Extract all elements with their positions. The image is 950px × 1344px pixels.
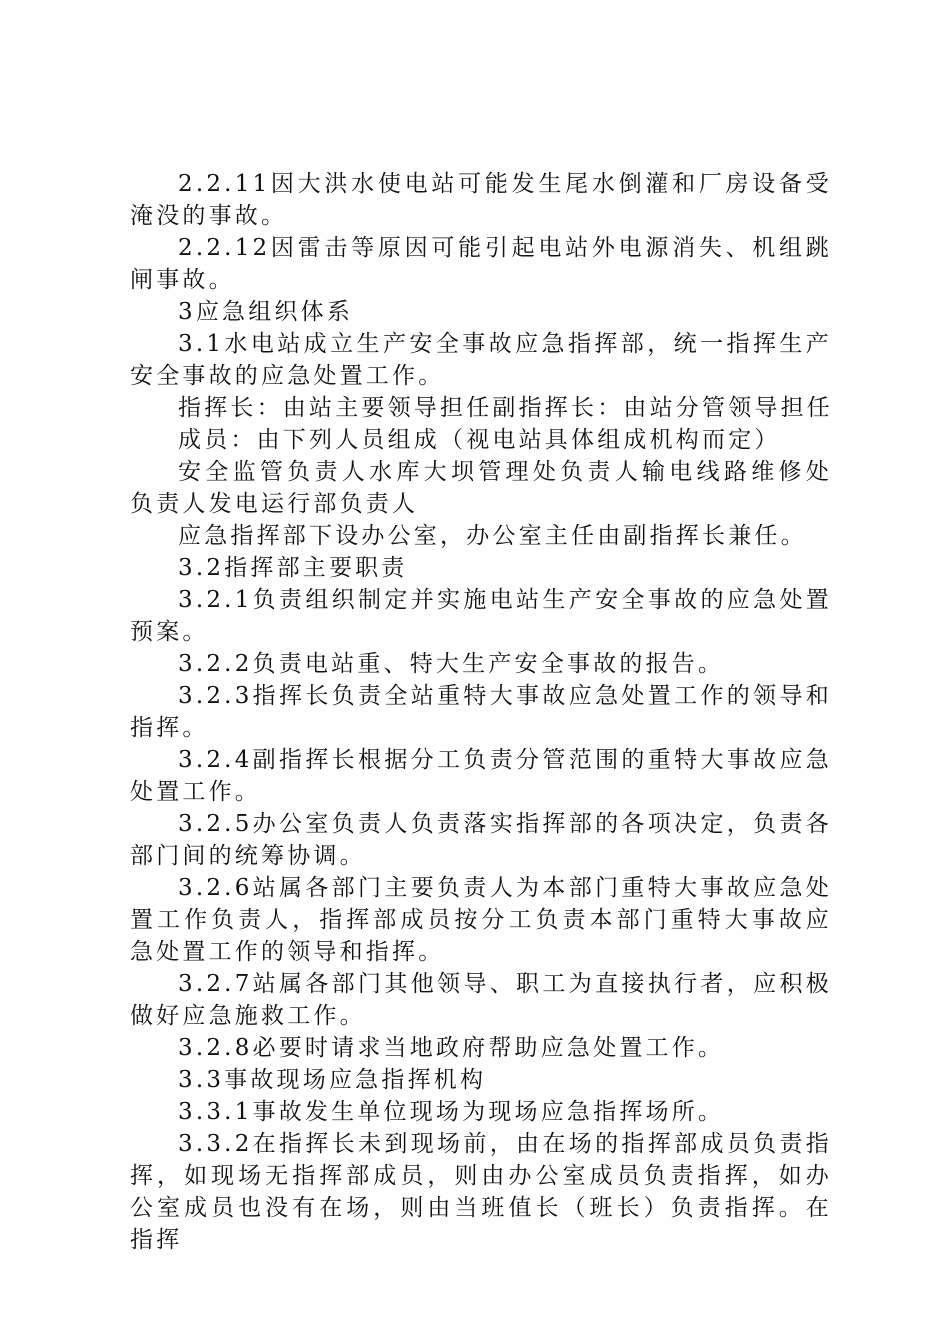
paragraph-member-list: 安全监管负责人水库大坝管理处负责人输电线路维修处负责人发电运行部负责人 [130, 459, 832, 517]
heading-3-2: 3.2指挥部主要职责 [178, 555, 408, 581]
paragraph-office: 应急指挥部下设办公室，办公室主任由副指挥长兼任。 [178, 523, 807, 549]
paragraph-3-2-6: 3.2.6站属各部门主要负责人为本部门重特大事故应急处置工作负责人，指挥部成员按分工负责本部门重特大事故应急处置工作的领导和指挥。 [130, 875, 832, 965]
paragraph-3-2-5: 3.2.5办公室负责人负责落实指挥部的各项决定，负责各部门间的统筹协调。 [130, 811, 832, 869]
paragraph-3-2-8: 3.2.8必要时请求当地政府帮助应急处置工作。 [178, 1035, 725, 1061]
paragraph-3-2-2: 3.2.2负责电站重、特大生产安全事故的报告。 [178, 651, 725, 677]
paragraph-3-2-4: 3.2.4副指挥长根据分工负责分管范围的重特大事故应急处置工作。 [130, 747, 832, 805]
heading-3-3: 3.3事故现场应急指挥机构 [178, 1067, 487, 1093]
paragraph-3-2-1: 3.2.1负责组织制定并实施电站生产安全事故的应急处置预案。 [130, 587, 832, 645]
paragraph-3-1: 3.1水电站成立生产安全事故应急指挥部，统一指挥生产安全事故的应急处置工作。 [130, 331, 832, 389]
paragraph-3-3-1: 3.3.1事故发生单位现场为现场应急指挥场所。 [178, 1099, 725, 1125]
paragraph-2-2-11: 2.2.11因大洪水使电站可能发生尾水倒灌和厂房设备受淹没的事故。 [130, 171, 832, 229]
paragraph-3-2-3: 3.2.3指挥长负责全站重特大事故应急处置工作的领导和指挥。 [130, 683, 832, 741]
document-body [130, 168, 832, 1256]
heading-3: 3应急组织体系 [178, 299, 354, 325]
paragraph-2-2-12: 2.2.12因雷击等原因可能引起电站外电源消失、机组跳闸事故。 [130, 235, 832, 293]
paragraph-3-3-2: 3.3.2在指挥长未到现场前，由在场的指挥部成员负责指挥，如现场无指挥部成员，则由办公室成员负责指挥，如办公室成员也没有在场，则由当班值长（班长）负责指挥。在指挥 [130, 1131, 832, 1253]
paragraph-commander: 指挥长：由站主要领导担任副指挥长：由站分管领导担任 [178, 395, 833, 421]
paragraph-3-2-7: 3.2.7站属各部门其他领导、职工为直接执行者，应积极做好应急施救工作。 [130, 971, 832, 1029]
paragraph-members: 成员：由下列人员组成（视电站具体组成机构而定） [178, 427, 781, 453]
